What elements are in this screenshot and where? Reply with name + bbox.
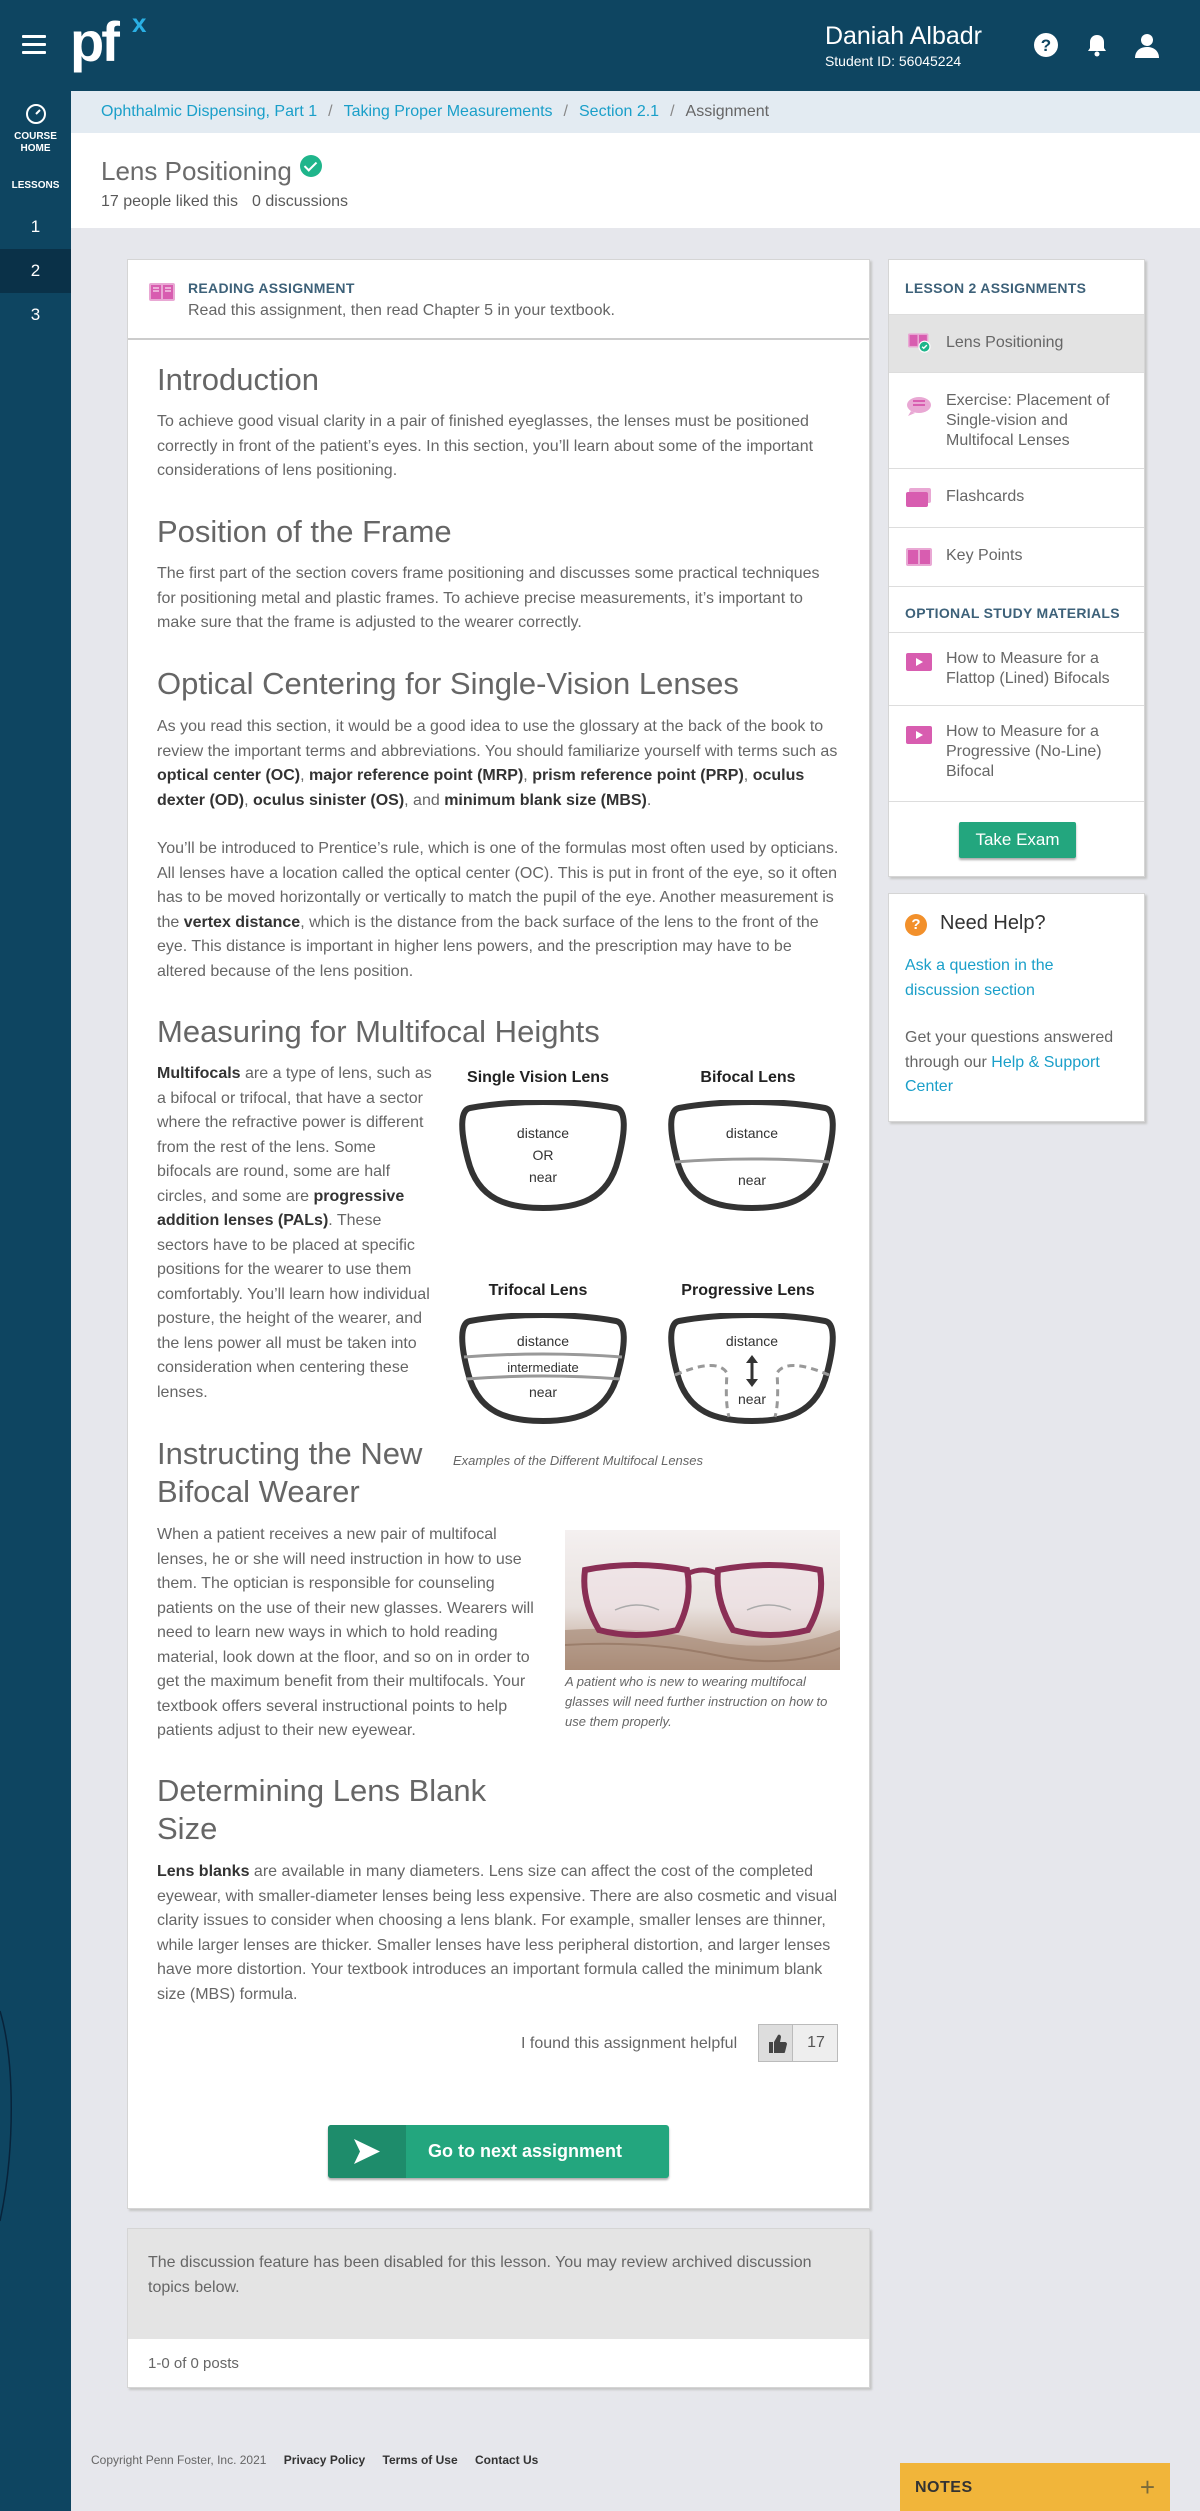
heading-instructing: Instructing the New Bifocal Wearer xyxy=(157,1436,423,1509)
optional-item-flattop[interactable] xyxy=(889,632,1144,705)
assignment-item-flashcards[interactable] xyxy=(889,468,1144,527)
copyright: Copyright Penn Foster, Inc. 2021 xyxy=(91,2453,267,2467)
lessons-label: LESSONS xyxy=(11,180,60,191)
heading-blank-size: Determining Lens Blank Size xyxy=(157,1773,487,1846)
lens-label-distance: distance xyxy=(725,1333,779,1349)
exercise-icon xyxy=(905,395,933,417)
likes-count: 17 people liked this xyxy=(101,193,238,210)
frame-paragraph: The first part of the section covers frame positioning and discusses some practical techniques for positioning metal and plastic frames. To achieve precise measurements, it’s important to make sure that the frame is adjusted to the wearer correctly. xyxy=(157,565,820,631)
student-id: Student ID: 56045224 xyxy=(824,53,962,69)
multifocal-paragraph: Multifocals are a type of lens, such as a bifocal or trifocal, that have a sector where the refractive power is different from the rest of the lens. Some bifocals are round, some are half circles, and some are progressive addition lenses (PALs). These sectors have to be placed at specific positions for the wearer to use them comfortably. You’ll learn how individual posture, the height of the wearer, and the lens power all must be taken into consideration when centering these lenses. xyxy=(157,1065,432,1401)
flashcards-icon xyxy=(905,487,933,509)
assignment-item-lens-positioning[interactable] xyxy=(889,314,1144,372)
optional-study-heading: OPTIONAL STUDY MATERIALS xyxy=(905,605,1120,621)
next-assignment-button[interactable] xyxy=(328,2125,669,2178)
breadcrumb-lesson[interactable]: Taking Proper Measurements xyxy=(343,103,553,120)
book-icon xyxy=(148,280,176,304)
lesson-assignments-panel xyxy=(888,259,1145,877)
key-points-icon xyxy=(905,546,933,568)
arrow-right-icon xyxy=(328,2125,406,2178)
sidebar xyxy=(0,91,71,2511)
completed-check-icon xyxy=(300,155,322,177)
page-title: Lens Positioning xyxy=(101,156,292,186)
photo-caption: A patient who is new to wearing multifocal glasses will need further instruction on how to use them properly. xyxy=(565,1674,828,1729)
optional-label: How to Measure for a Progressive (No-Line) Bifocal xyxy=(946,723,1102,780)
logo[interactable]: pf x xyxy=(70,8,147,73)
course-home-label-2: HOME xyxy=(20,143,51,154)
trifocal-lens-diagram xyxy=(458,1313,628,1425)
menu-icon[interactable] xyxy=(22,35,46,55)
sidebar-decoration xyxy=(0,1991,20,2241)
optical-paragraph-1: As you read this section, it would be a good idea to use the glossary at the back of the book to review the important terms and abbreviations. You should familiarize yourself with terms such as optical center (OC), major reference point (MRP), prism reference point (PRP), oculus dexter (OD), oculus sinister (OS), and minimum blank size (MBS). xyxy=(157,718,838,809)
course-home-link[interactable] xyxy=(0,103,71,155)
reading-assignment-banner xyxy=(128,260,869,340)
trifocal-title: Trifocal Lens xyxy=(488,1282,588,1299)
bell-icon[interactable] xyxy=(1084,32,1110,58)
assignment-label: Exercise: Placement of Single-vision and Multifocal Lenses xyxy=(946,392,1110,449)
need-help-panel xyxy=(888,893,1145,1122)
lens-label-or: OR xyxy=(532,1147,554,1163)
discussion-disabled-message: The discussion feature has been disabled for this lesson. You may review archived discussion topics below. xyxy=(128,2229,869,2339)
assignment-label: Flashcards xyxy=(946,488,1025,505)
lens-label-near: near xyxy=(528,1384,558,1400)
assignment-item-exercise[interactable] xyxy=(889,372,1144,468)
help-support-link[interactable]: Help & Support Center xyxy=(905,1053,1100,1095)
breadcrumb: Ophthalmic Dispensing, Part 1 / Taking Proper Measurements / Section 2.1 / Assignment xyxy=(71,91,1200,133)
reading-instruction: Read this assignment, then read Chapter 5 in your textbook. xyxy=(188,302,615,319)
sidebar-lesson-1[interactable]: 1 xyxy=(30,217,41,236)
instructing-paragraph: When a patient receives a new pair of multifocal lenses, he or she will need instruction in how to use them. The optician is responsible for counseling patients on the use of their new glasses. Wearers will need to learn new ways in which to hold reading material, look down at the floor, and so on in order to get the maximum benefit from their multifocals. Your textbook offers several instructional points to help patients adjust to their new eyewear. xyxy=(157,1526,534,1739)
single-vision-lens-diagram xyxy=(458,1100,628,1212)
bifocal-title: Bifocal Lens xyxy=(700,1069,796,1086)
help-icon[interactable] xyxy=(1033,32,1059,58)
optical-paragraph-2: You’ll be introduced to Prentice’s rule, which is one of the formulas most often used by opticians. All lenses have a location called the optical center (OC). This is put in front of the eye, so it often has to be moved horizontally or vertically to match the pupil of the eye. Another measurement is the vertex distance, which is the distance from the back surface of the lens to the front of the eye. This distance is important in higher lens powers, and the prescription may have to be altered because of the lens position. xyxy=(157,840,839,980)
heading-optical-centering: Optical Centering for Single-Vision Lenses xyxy=(157,666,739,701)
optional-heading-row xyxy=(889,586,1144,632)
reading-assignment-label: READING ASSIGNMENT xyxy=(188,280,355,296)
top-bar xyxy=(0,0,1200,91)
terms-of-use-link[interactable]: Terms of Use xyxy=(382,2453,458,2467)
like-button[interactable] xyxy=(758,2024,838,2062)
heading-frame: Position of the Frame xyxy=(157,514,452,549)
take-exam-button[interactable]: Take Exam xyxy=(959,822,1076,858)
sidebar-lesson-2[interactable]: 2 xyxy=(0,249,71,293)
footer xyxy=(91,2453,538,2467)
single-vision-title: Single Vision Lens xyxy=(467,1069,609,1086)
lens-figure-caption: Examples of the Different Multifocal Lenses xyxy=(453,1453,704,1468)
lens-label-intermediate: intermediate xyxy=(507,1360,579,1375)
course-home-label-1: COURSE xyxy=(14,131,57,142)
optional-label: How to Measure for a Flattop (Lined) Bifocals xyxy=(946,650,1110,687)
discussion-panel xyxy=(127,2228,870,2388)
video-icon xyxy=(905,724,933,746)
lens-label-near: near xyxy=(737,1172,767,1188)
lens-label-near: near xyxy=(737,1391,767,1407)
assignment-item-key-points[interactable] xyxy=(889,527,1144,586)
breadcrumb-current: Assignment xyxy=(685,103,770,120)
privacy-policy-link[interactable]: Privacy Policy xyxy=(283,2453,366,2467)
plus-icon: + xyxy=(1139,2472,1155,2502)
intro-paragraph: To achieve good visual clarity in a pair of finished eyeglasses, the lenses must be positioned correctly in front of the patient’s eyes. In this section, you’ll learn about some of the important considerations of lens positioning. xyxy=(157,413,814,479)
user-name: Daniah Albadr xyxy=(824,22,982,50)
svg-text:?: ? xyxy=(1040,36,1052,55)
thumbs-up-icon xyxy=(759,2025,793,2061)
lens-label-near: near xyxy=(528,1169,558,1185)
optional-item-progressive[interactable] xyxy=(889,705,1144,801)
bifocal-lens-diagram xyxy=(667,1100,837,1212)
notes-label: NOTES xyxy=(915,2479,973,2496)
like-count: 17 xyxy=(807,2034,825,2051)
user-info[interactable] xyxy=(825,22,982,69)
dashboard-icon xyxy=(25,103,47,125)
helpful-label: I found this assignment helpful xyxy=(521,2035,738,2052)
breadcrumb-section[interactable]: Section 2.1 xyxy=(579,103,660,120)
help-text: Get your questions answered through our Help & Support Center xyxy=(905,1029,1114,1095)
divider xyxy=(889,801,1144,802)
lens-label-distance: distance xyxy=(516,1125,570,1141)
assignment-label: Lens Positioning xyxy=(946,334,1064,351)
eyeglasses-photo xyxy=(565,1530,840,1670)
notes-panel-toggle[interactable] xyxy=(900,2463,1170,2511)
next-assignment-label: Go to next assignment xyxy=(428,2141,623,2161)
sidebar-lesson-3[interactable]: 3 xyxy=(30,305,41,324)
page-header xyxy=(71,133,1200,228)
breadcrumb-course[interactable]: Ophthalmic Dispensing, Part 1 xyxy=(101,103,318,120)
lens-label-distance: distance xyxy=(725,1125,779,1141)
blank-size-paragraph: Lens blanks are available in many diameters. Lens size can affect the cost of the completed eyewear, with smaller-diameter lenses being less expensive. There are also cosmetic and visual clarity issues to consider when choosing a lens blank. For example, smaller lenses are thinner, while larger lenses are thicker. Smaller lenses have less peripheral distortion, and larger lenses have more distortion. Your textbook introduces an important formula called the minimum blank size (MBS) formula. xyxy=(157,1863,838,2003)
lesson-assignments-heading: LESSON 2 ASSIGNMENTS xyxy=(905,280,1087,296)
need-help-title: Need Help? xyxy=(940,912,1046,934)
posts-count: 1-0 of 0 posts xyxy=(148,2355,239,2372)
assignment-card xyxy=(127,259,870,2209)
progressive-title: Progressive Lens xyxy=(681,1282,815,1299)
lens-label-distance: distance xyxy=(516,1333,570,1349)
progressive-lens-diagram xyxy=(667,1313,837,1425)
question-icon: ? xyxy=(905,914,927,936)
book-completed-icon xyxy=(905,331,933,353)
discussions-count: 0 discussions xyxy=(251,193,349,210)
heading-introduction: Introduction xyxy=(157,362,319,397)
heading-multifocal: Measuring for Multifocal Heights xyxy=(157,1014,600,1049)
video-icon xyxy=(905,651,933,673)
ask-question-link[interactable]: Ask a question in the discussion section xyxy=(905,957,1054,999)
assignment-label: Key Points xyxy=(946,547,1023,564)
contact-us-link[interactable]: Contact Us xyxy=(475,2453,539,2467)
user-icon[interactable] xyxy=(1134,32,1160,58)
